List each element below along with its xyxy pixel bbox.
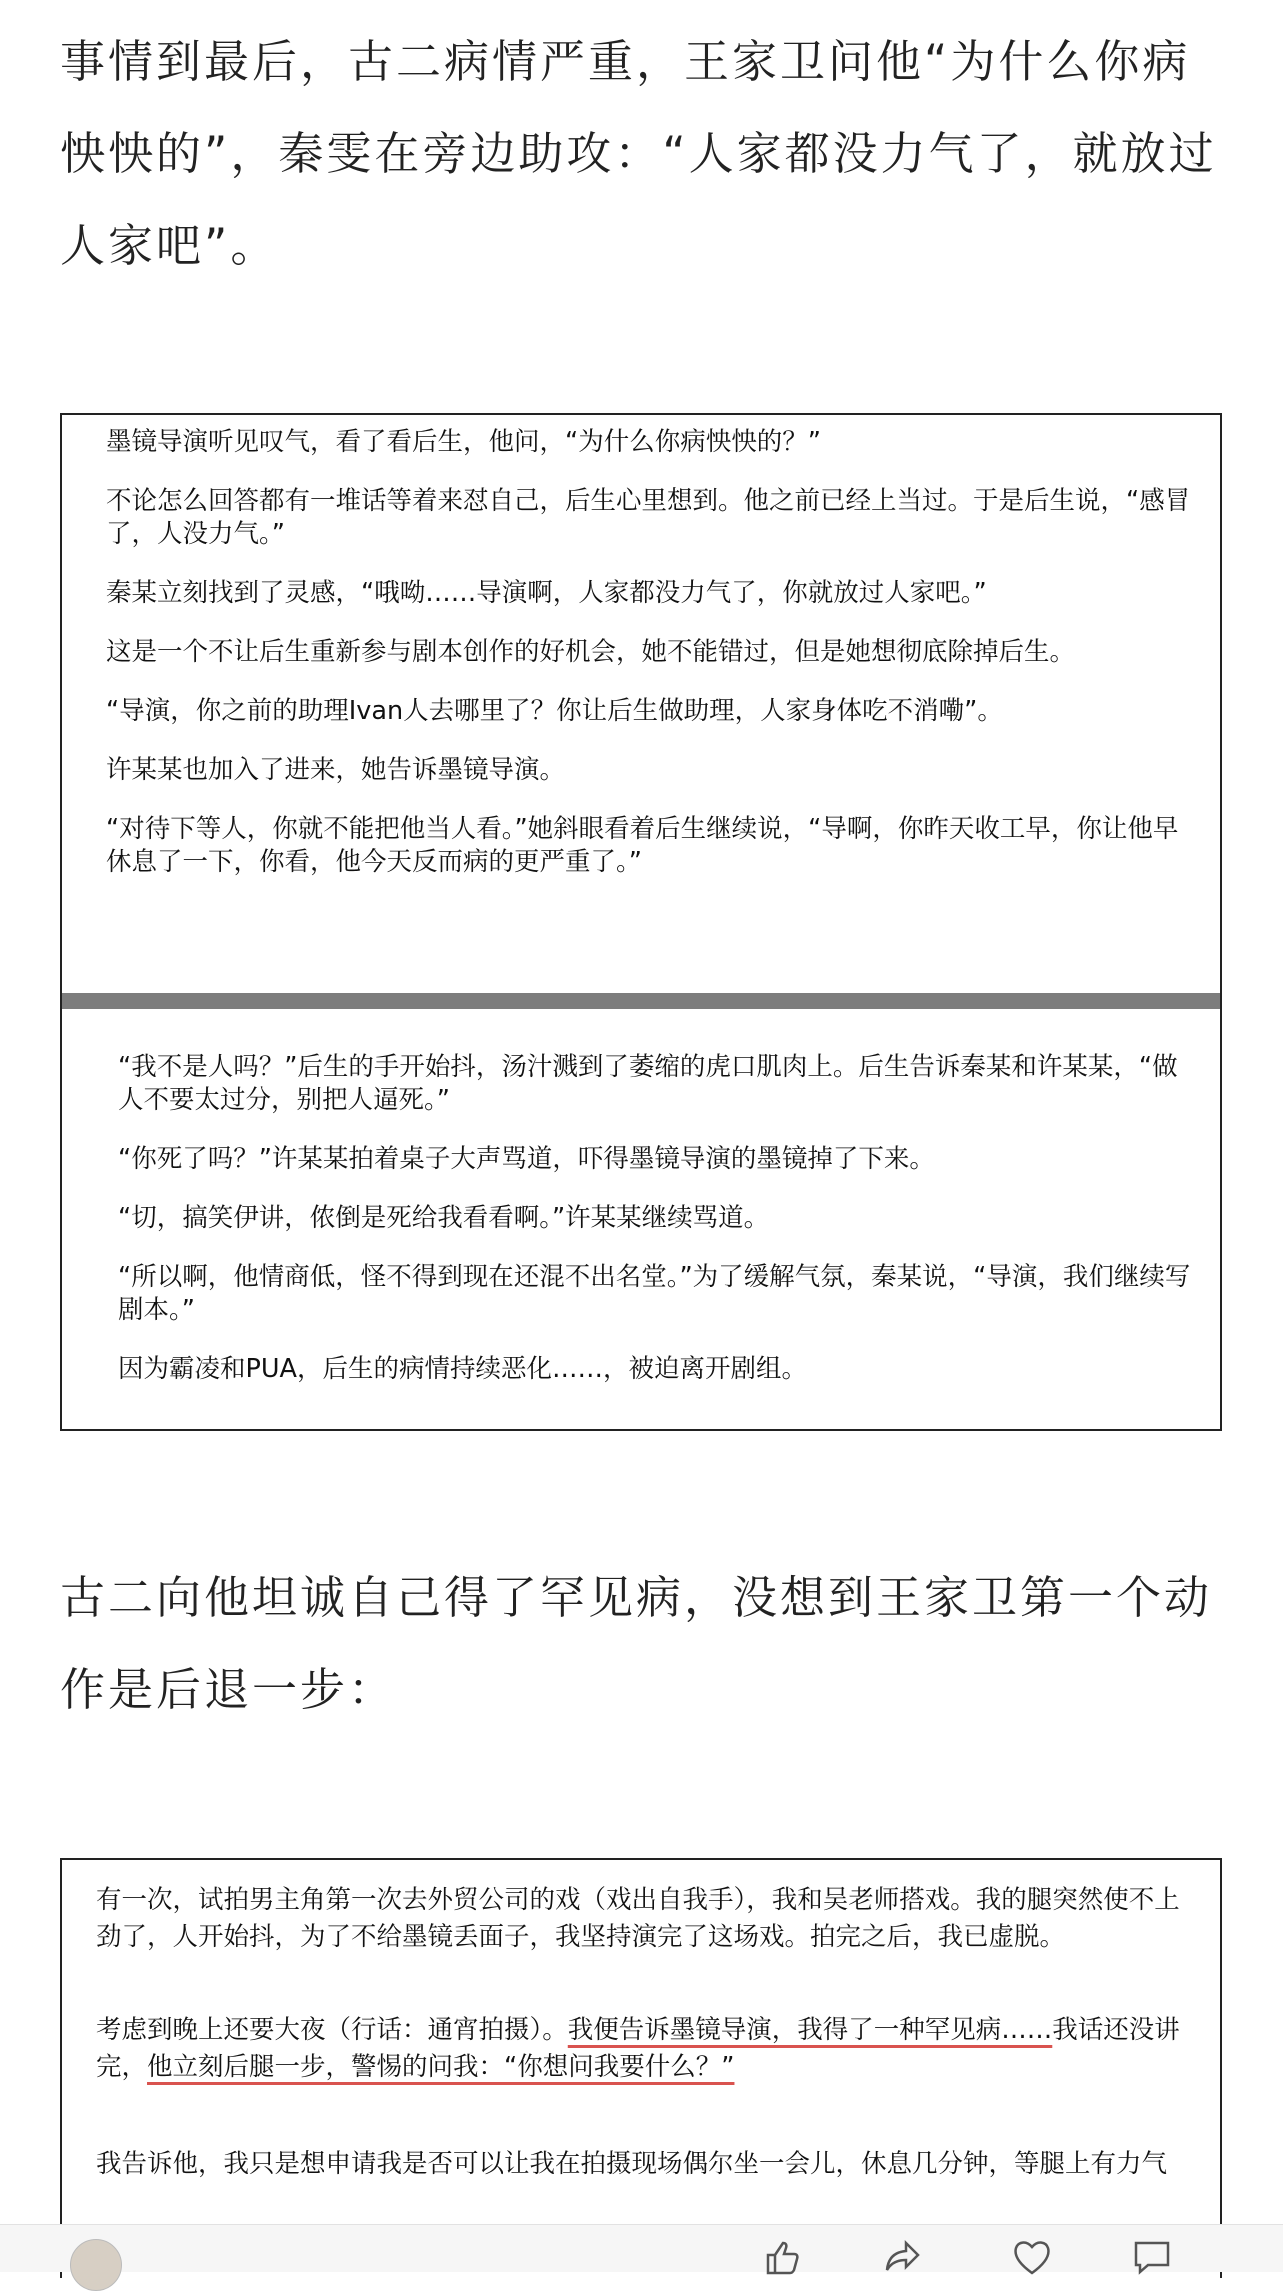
- excerpt-line: “切，搞笑伊讲，侬倒是死给我看看啊。”许某某继续骂道。: [118, 1203, 770, 1233]
- excerpt-line: 因为霸凌和PUA，后生的病情持续恶化……，被迫离开剧组。: [118, 1354, 807, 1384]
- excerpt-line: 这是一个不让后生重新参与剧本创作的好机会，她不能错过，但是她想彻底除掉后生。: [106, 637, 1076, 667]
- excerpt-line: 不论怎么回答都有一堆话等着来怼自己，后生心里想到。他之前已经上当过。于是后生说，“感冒了，人没力气。”: [106, 486, 1191, 549]
- excerpt-line-underlined: [96, 2012, 1184, 2086]
- excerpt-part-b: [62, 1009, 1220, 1429]
- underlined-text: 我便告诉墨镜导演，我得了一种罕见病……: [567, 2015, 1053, 2045]
- excerpt-divider: [62, 993, 1220, 1009]
- excerpt-line: “我不是人吗？”后生的手开始抖，汤汁溅到了萎缩的虎口肌肉上。后生告诉秦某和许某某，“做人不要太过分，别把人逼死。”: [118, 1052, 1178, 1115]
- excerpt-line: “你死了吗？”许某某拍着桌子大声骂道，吓得墨镜导演的墨镜掉了下来。: [118, 1144, 935, 1174]
- excerpt-line: 墨镜导演听见叹气，看了看后生，他问，“为什么你病怏怏的？”: [106, 427, 821, 457]
- excerpt-line: “对待下等人，你就不能把他当人看。”她斜眼看着后生继续说，“导啊，你昨天收工早，你让他早休息了一下，你看，他今天反而病的更严重了。”: [106, 814, 1179, 877]
- excerpt-line: 有一次，试拍男主角第一次去外贸公司的戏（戏出自我手），我和吴老师搭戏。我的腿突然使不上劲了，人开始抖，为了不给墨镜丢面子，我坚持演完了这场戏。拍完之后，我已虚脱。: [96, 1885, 1180, 1952]
- comment-icon[interactable]: [1130, 2235, 1174, 2279]
- bottom-action-bar: [0, 2224, 1283, 2272]
- thumb-up-icon[interactable]: [760, 2235, 804, 2279]
- excerpt-part-a: [62, 415, 1220, 993]
- excerpt-line: 我告诉他，我只是想申请我是否可以让我在拍摄现场偶尔坐一会儿，休息几分钟，等腿上有力气: [96, 2149, 1168, 2179]
- plain-text: 考虑到晚上还要大夜（行话：通宵拍摄）。: [96, 2015, 568, 2045]
- excerpt-line: “导演，你之前的助理Ivan人去哪里了？你让后生做助理，人家身体吃不消嘞”。: [106, 696, 1003, 726]
- excerpt-line: 许某某也加入了进来，她告诉墨镜导演。: [106, 755, 566, 785]
- underlined-text: 他立刻后腿一步，警惕的问我：“你想问我要什么？”: [147, 2052, 735, 2082]
- excerpt-line: 秦某立刻找到了灵感，“哦呦……导演啊，人家都没力气了，你就放过人家吧。”: [106, 578, 987, 608]
- excerpt-line: “所以啊，他情商低，怪不得到现在还混不出名堂。”为了缓解气氛，秦某说，“导演，我们继续写剧本。”: [118, 1262, 1191, 1325]
- excerpt-image-1[interactable]: [60, 413, 1222, 1431]
- avatar[interactable]: [70, 2239, 122, 2291]
- share-icon[interactable]: [880, 2235, 924, 2279]
- plain-text: 我话还没讲完，: [96, 2015, 1180, 2082]
- second-paragraph: 古二向他坦诚自己得了罕见病，没想到王家卫第一个动作是后退一步：: [60, 1571, 1213, 1716]
- heart-icon[interactable]: [1010, 2235, 1054, 2279]
- excerpt-part-c: [62, 1860, 1220, 2278]
- intro-paragraph: 事情到最后，古二病情严重，王家卫问他“为什么你病怏怏的”，秦雯在旁边助攻：“人家都没力气了，就放过人家吧”。: [60, 35, 1217, 272]
- excerpt-image-2[interactable]: [60, 1858, 1222, 2278]
